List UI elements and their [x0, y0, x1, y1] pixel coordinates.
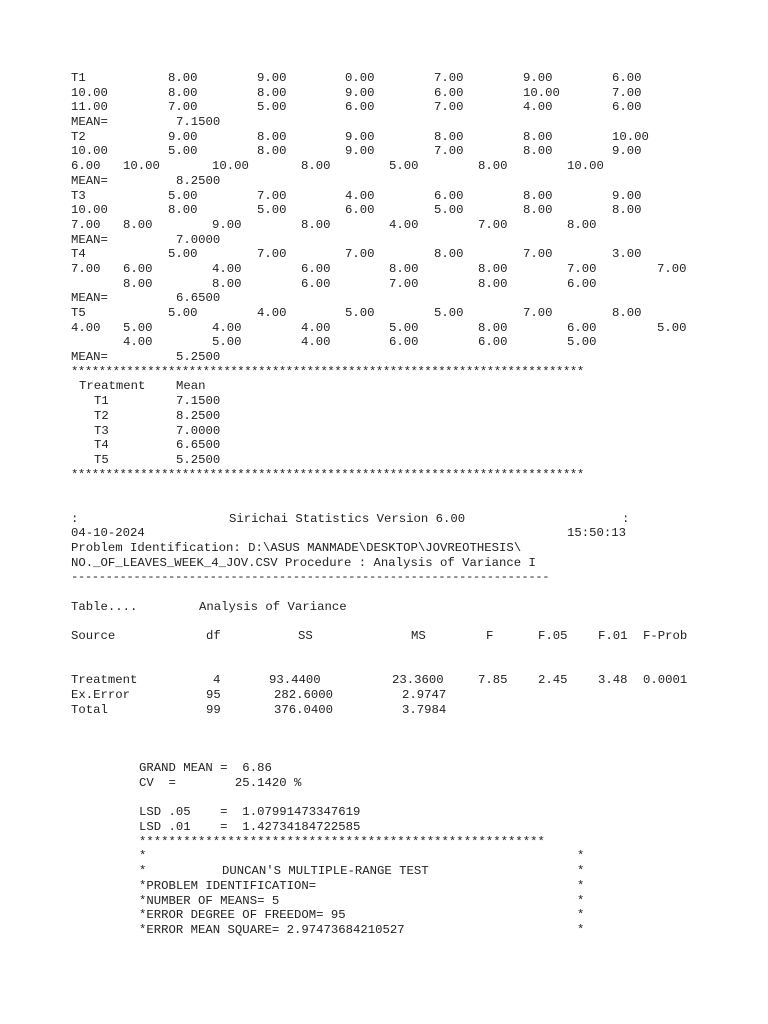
- cell-text: MEAN=: [71, 173, 108, 188]
- cell-text: 9.00: [345, 129, 375, 144]
- cell-text: 6.6500: [176, 438, 221, 453]
- cell-text: 8.00: [612, 306, 642, 320]
- cell-text: 8.00: [523, 188, 553, 203]
- cell-text: 7.00: [434, 100, 464, 115]
- cell-text: 4.00: [523, 100, 553, 115]
- cell-text: MEAN=: [71, 291, 108, 306]
- cell-text: 5.00: [657, 320, 687, 335]
- cell-text: 3.00: [612, 247, 642, 262]
- cell-text: 8.00: [567, 217, 597, 232]
- summary-row: [0, 438, 768, 453]
- value-row: [0, 100, 768, 115]
- cell-text: 8.00: [123, 276, 153, 291]
- cell-text: T5: [71, 306, 86, 320]
- cell-text: 9.00: [168, 129, 198, 144]
- cell-text: 7.00: [434, 71, 464, 85]
- cell-text: 4.00: [301, 320, 331, 335]
- value-row: [0, 247, 768, 262]
- summary-header: [0, 379, 768, 394]
- mean-row: [0, 115, 768, 130]
- cell-text: MEAN=: [71, 232, 108, 247]
- value-row: [0, 262, 768, 277]
- value-row: [0, 335, 768, 350]
- cell-text: 4.00: [71, 320, 101, 335]
- separator-text: **************************************************************************: [71, 364, 584, 379]
- cell-text: 10.00: [71, 203, 108, 218]
- value-row: [0, 71, 768, 86]
- cell-text: 5.00: [257, 203, 287, 218]
- cell-text: Mean: [176, 379, 206, 394]
- cell-text: 5.2500: [176, 452, 221, 467]
- cell-text: DUNCAN'S MULTIPLE-RANGE TEST: [222, 864, 429, 879]
- cell-text: MEAN=: [71, 350, 108, 365]
- cell-text: SS: [298, 629, 313, 644]
- value-row: [0, 277, 768, 292]
- cell-text: 5.2500: [176, 350, 221, 365]
- blank-line: [0, 497, 768, 512]
- cell-text: Analysis of Variance: [199, 599, 347, 614]
- cell-text: 93.4400: [269, 673, 321, 688]
- cell-text: T4: [71, 247, 86, 262]
- cell-text: 3.7984: [402, 702, 447, 717]
- stats-row: [0, 835, 768, 850]
- cell-text: 8.00: [612, 203, 642, 218]
- cell-text: 5.00: [123, 320, 153, 335]
- cell-text: T1: [94, 394, 109, 409]
- cell-text: *: [577, 893, 585, 908]
- cell-text: 7.00: [657, 261, 687, 276]
- cell-text: 95: [206, 687, 221, 702]
- cell-text: 7.0000: [176, 423, 221, 438]
- cell-text: 4.00: [345, 188, 375, 203]
- separator-text: **************************************************************************: [71, 467, 584, 482]
- cell-text: LSD .05 = 1.07991473347619: [139, 805, 361, 820]
- separator-line: [0, 468, 768, 483]
- cell-text: 6.00: [301, 261, 331, 276]
- cell-text: *: [577, 908, 585, 923]
- stats-row: [0, 805, 768, 820]
- blank-line: [0, 791, 768, 806]
- cell-text: 11.00: [71, 100, 108, 115]
- cell-text: 8.00: [389, 261, 419, 276]
- stats-row: [0, 820, 768, 835]
- cell-text: 8.00: [478, 276, 508, 291]
- cell-text: 7.00: [434, 144, 464, 159]
- cell-text: 6.00: [345, 100, 375, 115]
- cell-text: 10.00: [71, 85, 108, 100]
- mean-row: [0, 291, 768, 306]
- value-row: [0, 130, 768, 145]
- cell-text: 8.00: [523, 144, 553, 159]
- value-row: [0, 86, 768, 101]
- text-row: [0, 556, 768, 571]
- cell-text: T2: [71, 129, 86, 144]
- cell-text: 4: [213, 673, 221, 688]
- cell-text: 9.00: [257, 71, 287, 85]
- cell-text: 8.00: [257, 144, 287, 159]
- cell-text: 5.00: [168, 188, 198, 203]
- anova-row: [0, 703, 768, 718]
- cell-text: 5.00: [168, 247, 198, 262]
- cell-text: 10.00: [71, 144, 108, 159]
- mean-row: [0, 174, 768, 189]
- cell-text: 6.00: [301, 276, 331, 291]
- cell-text: 8.00: [478, 320, 508, 335]
- cell-text: 9.00: [523, 71, 553, 85]
- cell-text: 7.00: [345, 247, 375, 262]
- separator-line: [0, 570, 768, 585]
- value-row: [0, 203, 768, 218]
- cell-text: 9.00: [612, 144, 642, 159]
- cell-text: 5.00: [389, 159, 419, 174]
- blank-line: [0, 747, 768, 762]
- cell-text: 6.00: [434, 188, 464, 203]
- cell-text: 7.00: [523, 247, 553, 262]
- cell-text: Table....: [71, 599, 138, 614]
- value-row: [0, 306, 768, 321]
- mean-row: [0, 350, 768, 365]
- stats-row: [0, 761, 768, 776]
- cell-text: 4.00: [212, 261, 242, 276]
- program-header: [0, 512, 768, 527]
- cell-text: *******************************************************: [139, 834, 545, 849]
- cell-text: *NUMBER OF MEANS= 5: [139, 893, 280, 908]
- cell-text: 7.00: [612, 85, 642, 100]
- cell-text: 5.00: [567, 335, 597, 350]
- value-row: [0, 218, 768, 233]
- cell-text: 8.00: [123, 217, 153, 232]
- cell-text: 282.6000: [274, 687, 334, 702]
- cell-text: 8.2500: [176, 408, 221, 423]
- cell-text: 8.00: [301, 217, 331, 232]
- cell-text: T3: [71, 188, 86, 203]
- cell-text: 15:50:13: [567, 526, 627, 541]
- cell-text: 7.85: [478, 673, 508, 688]
- separator-line: [0, 365, 768, 380]
- cell-text: 0.0001: [643, 673, 688, 688]
- cell-text: T1: [71, 71, 86, 85]
- cell-text: 7.00: [168, 100, 198, 115]
- cell-text: 6.00: [567, 276, 597, 291]
- anova-row: [0, 688, 768, 703]
- cell-text: 3.48: [598, 673, 628, 688]
- value-row: [0, 159, 768, 174]
- cell-text: 5.00: [434, 203, 464, 218]
- cell-text: LSD .01 = 1.42734184722585: [139, 820, 361, 835]
- report-document: [0, 71, 768, 938]
- blank-line: [0, 644, 768, 659]
- cell-text: F: [486, 629, 494, 644]
- cell-text: 5.00: [212, 335, 242, 350]
- cell-text: *: [139, 864, 147, 879]
- cell-text: 8.00: [257, 129, 287, 144]
- cell-text: :: [622, 511, 630, 526]
- cell-text: 10.00: [612, 129, 649, 144]
- box-title-row: [0, 864, 768, 879]
- cell-text: 8.00: [168, 85, 198, 100]
- cell-text: *: [577, 922, 585, 937]
- text-row: [0, 541, 768, 556]
- cell-text: 5.00: [389, 320, 419, 335]
- value-row: [0, 189, 768, 204]
- cell-text: 7.00: [567, 261, 597, 276]
- cell-text: F.05: [538, 629, 568, 644]
- cell-text: *: [577, 864, 585, 879]
- cell-text: F-Prob: [643, 629, 688, 644]
- cell-text: 5.00: [168, 144, 198, 159]
- cell-text: T3: [94, 423, 109, 438]
- cell-text: 6.00: [612, 100, 642, 115]
- cell-text: *: [577, 849, 585, 864]
- cell-text: 7.00: [389, 276, 419, 291]
- cell-text: *ERROR MEAN SQUARE= 2.97473684210527: [139, 922, 405, 937]
- cell-text: *: [139, 849, 147, 864]
- value-row: [0, 321, 768, 336]
- cell-text: MEAN=: [71, 115, 108, 130]
- cell-text: F.01: [598, 629, 628, 644]
- cell-text: 5.00: [434, 306, 464, 320]
- cell-text: 6.00: [434, 85, 464, 100]
- box-row: [0, 908, 768, 923]
- cell-text: 7.00: [257, 247, 287, 262]
- cell-text: 6.6500: [176, 291, 221, 306]
- summary-row: [0, 409, 768, 424]
- cell-text: 7.1500: [176, 115, 221, 130]
- cell-text: 9.00: [345, 144, 375, 159]
- cell-text: 10.00: [523, 85, 560, 100]
- cell-text: *PROBLEM IDENTIFICATION=: [139, 878, 317, 893]
- cell-text: 5.00: [168, 306, 198, 320]
- cell-text: 2.45: [538, 673, 568, 688]
- cell-text: 8.00: [523, 129, 553, 144]
- cell-text: 376.0400: [274, 702, 334, 717]
- blank-line: [0, 659, 768, 674]
- cell-text: *: [577, 878, 585, 893]
- anova-row: [0, 673, 768, 688]
- cell-text: 8.00: [168, 203, 198, 218]
- cell-text: 23.3600: [392, 673, 444, 688]
- cell-text: *ERROR DEGREE OF FREEDOM= 95: [139, 908, 346, 923]
- stats-row: [0, 776, 768, 791]
- summary-row: [0, 394, 768, 409]
- cell-text: 6.00: [567, 320, 597, 335]
- summary-row: [0, 424, 768, 439]
- cell-text: 7.00: [523, 306, 553, 320]
- cell-text: T2: [94, 408, 109, 423]
- cell-text: Source: [71, 629, 116, 644]
- cell-text: 8.00: [434, 129, 464, 144]
- cell-text: 5.00: [257, 100, 287, 115]
- blank-line: [0, 732, 768, 747]
- cell-text: 8.00: [523, 203, 553, 218]
- cell-text: :: [71, 511, 79, 526]
- cell-text: 4.00: [389, 217, 419, 232]
- cell-text: 9.00: [345, 85, 375, 100]
- cell-text: 2.9747: [402, 687, 447, 702]
- date-time-row: [0, 526, 768, 541]
- box-row: [0, 923, 768, 938]
- cell-text: 8.00: [301, 159, 331, 174]
- cell-text: 99: [206, 702, 221, 717]
- cell-text: 8.00: [212, 276, 242, 291]
- cell-text: 04-10-2024: [71, 526, 145, 541]
- table-title-row: [0, 600, 768, 615]
- cell-text: 6.00: [123, 261, 153, 276]
- separator-text: ---------------------------------------------------------------------: [71, 570, 550, 585]
- cell-text: 8.00: [168, 71, 198, 85]
- cell-text: 10.00: [123, 159, 160, 174]
- cell-text: 10.00: [212, 159, 249, 174]
- cell-text: 9.00: [212, 217, 242, 232]
- cell-text: 4.00: [257, 306, 287, 320]
- cell-text: 7.1500: [176, 394, 221, 409]
- cell-text: Treatment: [71, 673, 138, 688]
- cell-text: 8.00: [478, 261, 508, 276]
- cell-text: 7.0000: [176, 232, 221, 247]
- mean-row: [0, 233, 768, 248]
- cell-text: Ex.Error: [71, 687, 131, 702]
- cell-text: CV = 25.1420 %: [139, 776, 302, 790]
- cell-text: T4: [94, 438, 109, 453]
- cell-text: Total: [71, 702, 108, 717]
- cell-text: 10.00: [567, 159, 604, 174]
- box-row: [0, 879, 768, 894]
- cell-text: NO._OF_LEAVES_WEEK_4_JOV.CSV Procedure : Analysis of Variance I: [71, 555, 536, 570]
- cell-text: 8.00: [434, 247, 464, 262]
- cell-text: 6.00: [71, 159, 101, 174]
- blank-line: [0, 585, 768, 600]
- cell-text: 6.00: [612, 71, 642, 85]
- blank-line: [0, 482, 768, 497]
- cell-text: 4.00: [212, 320, 242, 335]
- cell-text: 4.00: [123, 335, 153, 350]
- cell-text: 8.00: [257, 85, 287, 100]
- cell-text: 7.00: [478, 217, 508, 232]
- cell-text: 6.00: [389, 335, 419, 350]
- cell-text: GRAND MEAN = 6.86: [139, 761, 272, 776]
- box-row: [0, 849, 768, 864]
- cell-text: 7.00: [71, 217, 101, 232]
- blank-line: [0, 614, 768, 629]
- cell-text: 7.00: [257, 188, 287, 203]
- blank-line: [0, 717, 768, 732]
- cell-text: 8.2500: [176, 173, 221, 188]
- cell-text: 8.00: [478, 159, 508, 174]
- cell-text: 9.00: [612, 188, 642, 203]
- cell-text: df: [206, 629, 221, 644]
- cell-text: Sirichai Statistics Version 6.00: [229, 511, 466, 526]
- cell-text: 4.00: [301, 335, 331, 350]
- cell-text: T5: [94, 452, 109, 467]
- value-row: [0, 144, 768, 159]
- cell-text: 7.00: [71, 261, 101, 276]
- cell-text: 0.00: [345, 71, 375, 85]
- cell-text: 6.00: [478, 335, 508, 350]
- cell-text: Treatment: [79, 379, 146, 394]
- cell-text: MS: [411, 629, 426, 644]
- cell-text: 5.00: [345, 306, 375, 320]
- summary-row: [0, 453, 768, 468]
- box-row: [0, 894, 768, 909]
- cell-text: Problem Identification: D:\ASUS MANMADE\DESKTOP\JOVREOTHESIS\: [71, 541, 522, 555]
- anova-header: [0, 629, 768, 644]
- cell-text: 6.00: [345, 203, 375, 218]
